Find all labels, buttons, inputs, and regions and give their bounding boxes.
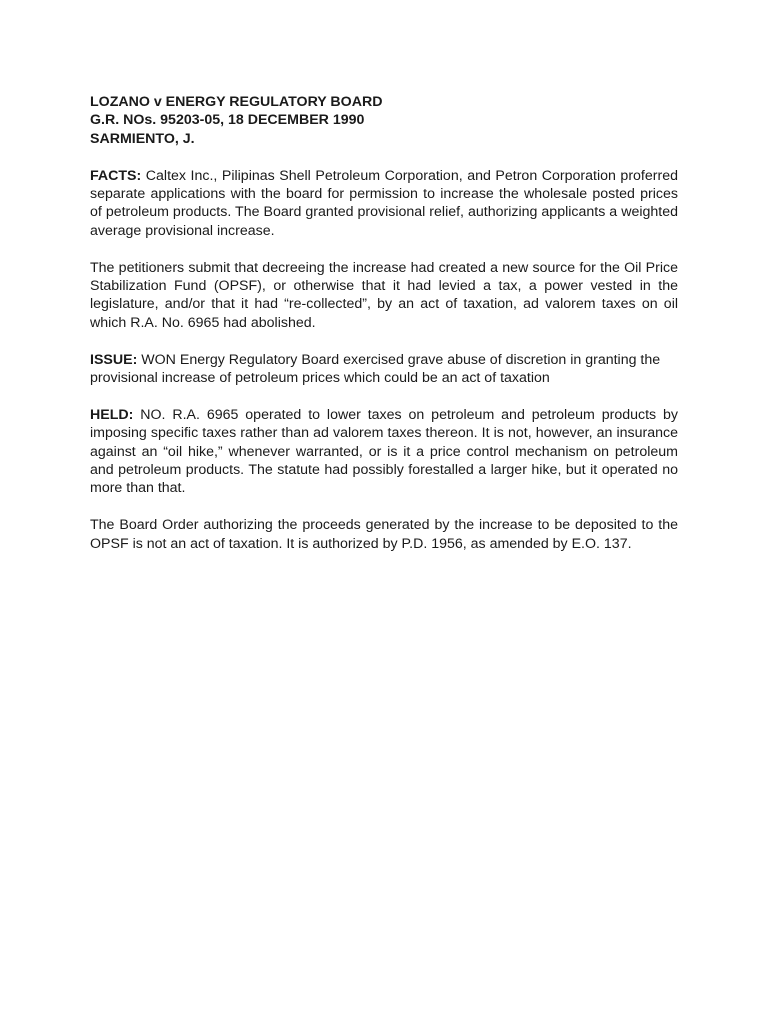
- facts-text: Caltex Inc., Pilipinas Shell Petroleum Corporation, and Petron Corporation proferred separate applications with the board for permission to increase the wholesale posted prices of petroleum products. The Board granted provisional relief, authorizing applicants a weighted average provisional increase.: [90, 167, 678, 239]
- document-page: [90, 93, 678, 553]
- held-label: HELD:: [90, 406, 134, 423]
- held-text: NO. R.A. 6965 operated to lower taxes on petroleum and petroleum products by imposing specific taxes rather than ad valorem taxes thereon. It is not, however, an insurance against an “oil hike,” whenever warranted, or is it a price control mechanism on petroleum and petroleum products. The statute had possibly forestalled a larger hike, but it operated no more than that.: [90, 406, 678, 497]
- spacer: [90, 148, 678, 166]
- petitioners-paragraph: The petitioners submit that decreeing the increase had created a new source for the Oil Price Stabilization Fund (OPSF), or otherwise that it had levied a tax, a power vested in the legislature, and/or that it had “re-collected”, by an act of taxation, ad valorem taxes on oil which R.A. No. 6965 had abolished.: [90, 259, 678, 331]
- case-number: G.R. NOs. 95203-05, 18 DECEMBER 1990: [90, 112, 365, 129]
- spacer: [90, 240, 678, 258]
- case-title: LOZANO v ENERGY REGULATORY BOARD: [90, 94, 383, 110]
- ponente: SARMIENTO, J.: [90, 130, 195, 147]
- issue-text: WON Energy Regulatory Board exercised grave abuse of discretion in granting the provisional increase of petroleum prices which could be an act of taxation: [90, 351, 661, 387]
- spacer: [90, 498, 678, 516]
- facts-paragraph: [90, 167, 678, 241]
- held-paragraph: [90, 406, 678, 498]
- spacer: [90, 332, 678, 350]
- facts-label: FACTS:: [90, 167, 142, 184]
- issue-label: ISSUE:: [90, 351, 138, 368]
- board-order-paragraph: The Board Order authorizing the proceeds generated by the increase to be deposited to the OPSF is not an act of taxation. It is authorized by P.D. 1956, as amended by E.O. 137.: [90, 517, 678, 552]
- spacer: [90, 387, 678, 405]
- issue-paragraph: [90, 351, 678, 388]
